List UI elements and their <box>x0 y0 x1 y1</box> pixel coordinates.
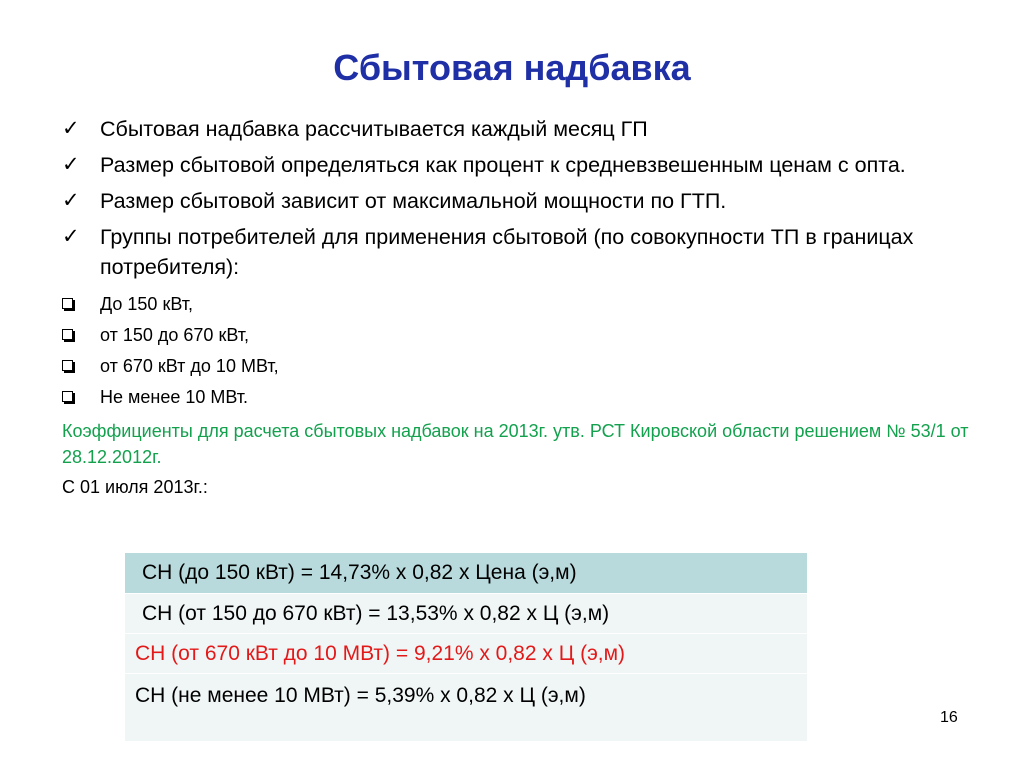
table-row: СН (не менее 10 МВт) = 5,39% х 0,82 х Ц (э,м) <box>125 673 807 741</box>
square-bullet-icon <box>62 329 73 340</box>
table-row: СН (до 150 кВт) = 14,73% х 0,82 х Цена (э,м) <box>125 553 807 593</box>
check-item-text: Размер сбытовой зависит от максимальной мощности по ГТП. <box>100 189 727 213</box>
check-item <box>62 114 982 144</box>
checkmark-icon: ✓ <box>62 225 80 248</box>
check-item <box>62 222 982 282</box>
box-item <box>62 354 982 379</box>
square-bullet-icon <box>62 360 73 371</box>
date-line: С 01 июля 2013г.: <box>62 477 208 497</box>
check-item-text: Сбытовая надбавка рассчитывается каждый месяц ГП <box>100 117 648 141</box>
box-item-text: До 150 кВт, <box>100 294 193 314</box>
page-number: 16 <box>940 709 958 726</box>
box-item <box>62 385 982 410</box>
coefficients-note: Коэффициенты для расчета сбытовых надбавок на 2013г. утв. РСТ Кировской области решением № 53/1 от 28.12.2012г. <box>62 421 969 467</box>
check-item <box>62 186 982 216</box>
formula-table <box>125 553 807 741</box>
box-item-text: от 150 до 670 кВт, <box>100 325 249 345</box>
slide-title: Сбытовая надбавка <box>333 47 691 88</box>
checkmark-icon: ✓ <box>62 117 80 140</box>
checkmark-icon: ✓ <box>62 189 80 212</box>
check-item-text: Размер сбытовой определяться как процент к средневзвешенным ценам с опта. <box>100 153 906 177</box>
checkmark-icon: ✓ <box>62 153 80 176</box>
table-row: СН (от 150 до 670 кВт) = 13,53% х 0,82 х Ц (э,м) <box>125 593 807 633</box>
box-item <box>62 323 982 348</box>
box-item-text: Не менее 10 МВт. <box>100 387 249 407</box>
check-item-text: Группы потребителей для применения сбытовой (по совокупности ТП в границах потребителя): <box>100 225 914 279</box>
square-bullet-icon <box>62 391 73 402</box>
table-row-highlight: СН (от 670 кВт до 10 МВт) = 9,21% х 0,82 х Ц (э,м) <box>125 633 807 673</box>
check-item <box>62 150 982 180</box>
square-bullet-icon <box>62 298 73 309</box>
box-item-text: от 670 кВт до 10 МВт, <box>100 356 279 376</box>
bullet-list <box>62 114 982 504</box>
box-item <box>62 292 982 317</box>
